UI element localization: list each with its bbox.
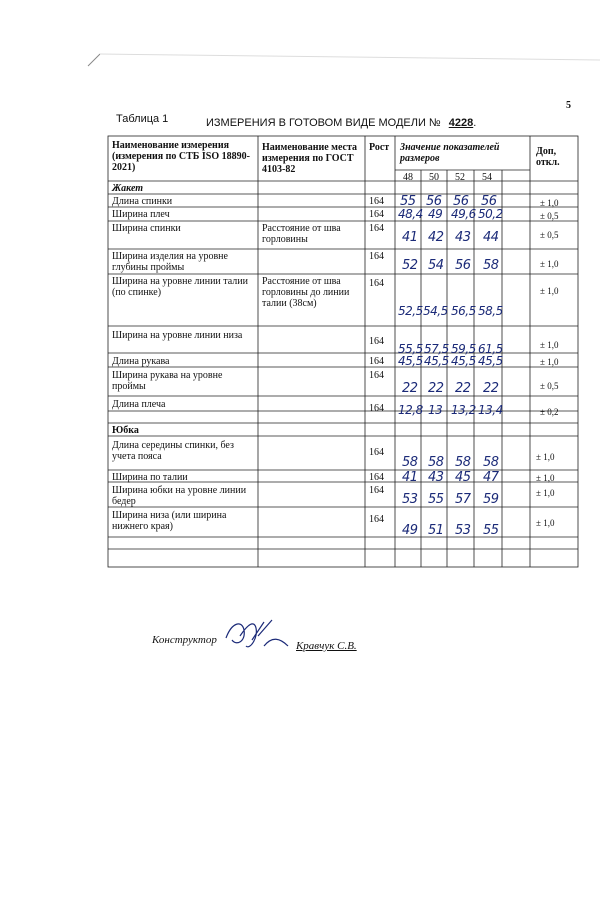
row-tolerance: ± 0,5 (540, 211, 559, 221)
section-title: Юбка (112, 425, 139, 436)
value-50: 54 (428, 258, 444, 273)
header-name: Наименование измерения (измерения по СТБ ISO 18890-2021) (112, 140, 250, 173)
value-54: 61,5 (478, 342, 503, 356)
value-50: 43 (428, 470, 444, 485)
value-48: 45,5 (398, 354, 423, 368)
row-tolerance: ± 1,0 (540, 340, 559, 350)
row-place: Расстояние от шва горловины до линии талии (38см) (262, 276, 350, 309)
value-52: 58 (455, 455, 471, 470)
header-tolerance: Доп, откл. (536, 146, 560, 168)
value-50: 22 (428, 381, 444, 396)
row-name: Длина плеча (112, 399, 166, 410)
size-52: 52 (455, 172, 465, 183)
value-54: 22 (483, 381, 499, 396)
value-54: 58,5 (478, 304, 503, 318)
row-tolerance: ± 0,5 (540, 381, 559, 391)
size-54: 54 (482, 172, 492, 183)
value-50: 54,5 (423, 304, 448, 318)
row-tolerance: ± 1,0 (540, 259, 559, 269)
value-52: 13,2 (451, 403, 476, 417)
row-tolerance: ± 1,0 (536, 473, 555, 483)
value-50: 13 (428, 403, 443, 417)
header-height: Рост (369, 142, 390, 153)
value-48: 53 (402, 492, 418, 507)
value-48: 58 (402, 455, 418, 470)
value-52: 59,5 (451, 342, 476, 356)
size-48: 48 (403, 172, 413, 183)
value-52: 53 (455, 523, 471, 538)
value-52: 56,5 (451, 304, 476, 318)
value-52: 49,6 (451, 207, 476, 221)
row-name: Ширина юбки на уровне линии бедер (112, 485, 247, 507)
row-tolerance: ± 1,0 (536, 488, 555, 498)
table-heading: ИЗМЕРЕНИЯ В ГОТОВОМ ВИДЕ МОДЕЛИ № 4228. (206, 117, 477, 129)
section-title: Жакет (112, 183, 144, 194)
value-54: 59 (483, 492, 499, 507)
value-52: 43 (455, 230, 471, 245)
table-label: Таблица 1 (116, 113, 169, 125)
header-values: Значение показателей размеров (400, 142, 500, 164)
value-54: 55 (483, 523, 499, 538)
header-place: Наименование места измерения по ГОСТ 4103-82 (262, 142, 358, 175)
row-height: 164 (369, 336, 384, 347)
model-number: 4228 (448, 117, 474, 129)
row-name: Длина середины спинки, без учета пояса (112, 440, 234, 462)
row-name: Ширина изделия на уровне глубины проймы (112, 251, 228, 273)
row-height: 164 (369, 514, 384, 525)
row-name: Длина спинки (112, 196, 173, 207)
row-height: 164 (369, 447, 384, 458)
value-50: 58 (428, 455, 444, 470)
value-54: 56 (481, 194, 497, 209)
row-name: Ширина рукава на уровне проймы (112, 370, 223, 392)
value-50: 51 (428, 523, 444, 538)
value-54: 44 (483, 230, 499, 245)
row-name: Ширина спинки (112, 223, 181, 234)
row-height: 164 (369, 370, 384, 381)
value-54: 58 (483, 455, 499, 470)
value-48: 12,8 (398, 403, 423, 417)
value-48: 49 (402, 523, 418, 538)
value-50: 49 (428, 207, 443, 221)
value-50: 57,5 (424, 342, 449, 356)
row-tolerance: ± 1,0 (540, 357, 559, 367)
value-52: 45 (455, 470, 471, 485)
value-50: 42 (428, 230, 444, 245)
value-52: 45,5 (451, 354, 476, 368)
value-52: 56 (453, 194, 469, 209)
row-tolerance: ± 1,0 (536, 518, 555, 528)
row-name: Ширина на уровне линии низа (112, 330, 243, 341)
page-number: 5 (566, 100, 571, 111)
row-height: 164 (369, 196, 384, 207)
row-height: 164 (369, 472, 384, 483)
row-height: 164 (369, 209, 384, 220)
value-48: 52 (402, 258, 418, 273)
row-name: Ширина по талии (112, 472, 188, 483)
value-54: 47 (483, 470, 499, 485)
value-48: 52,5 (398, 304, 423, 318)
value-52: 56 (455, 258, 471, 273)
row-tolerance: ± 1,0 (540, 198, 559, 208)
signature-label: Конструктор (152, 634, 217, 646)
size-50: 50 (429, 172, 439, 183)
row-tolerance: ± 0,5 (540, 230, 559, 240)
row-height: 164 (369, 485, 384, 496)
value-52: 22 (455, 381, 471, 396)
value-54: 50,2 (478, 207, 503, 221)
value-48: 48,4 (398, 207, 423, 221)
signature-scribble (222, 616, 294, 656)
value-48: 22 (402, 381, 418, 396)
value-50: 56 (426, 194, 442, 209)
row-height: 164 (369, 223, 384, 234)
value-52: 57 (455, 492, 471, 507)
value-54: 58 (483, 258, 499, 273)
signature-name: Кравчук С.В. (296, 640, 357, 652)
value-50: 55 (428, 492, 444, 507)
value-48: 41 (402, 470, 418, 485)
row-tolerance: ± 0,2 (540, 407, 559, 417)
row-name: Длина рукава (112, 356, 170, 367)
row-tolerance: ± 1,0 (540, 286, 559, 296)
value-48: 41 (402, 230, 418, 245)
row-name: Ширина плеч (112, 209, 170, 220)
value-50: 45,5 (424, 354, 449, 368)
row-name: Ширина низа (или ширина нижнего края) (112, 510, 227, 532)
row-place: Расстояние от шва горловины (262, 223, 341, 245)
row-height: 164 (369, 278, 384, 289)
row-height: 164 (369, 251, 384, 262)
heading-text: ИЗМЕРЕНИЯ В ГОТОВОМ ВИДЕ МОДЕЛИ № (206, 117, 441, 129)
row-name: Ширина на уровне линии талии (по спинке) (112, 276, 248, 298)
row-height: 164 (369, 356, 384, 367)
value-54: 45,5 (478, 354, 503, 368)
value-54: 13,4 (478, 403, 503, 417)
row-tolerance: ± 1,0 (536, 452, 555, 462)
value-48: 55 (400, 194, 416, 209)
value-48: 55,5 (398, 342, 423, 356)
row-height: 164 (369, 403, 384, 414)
